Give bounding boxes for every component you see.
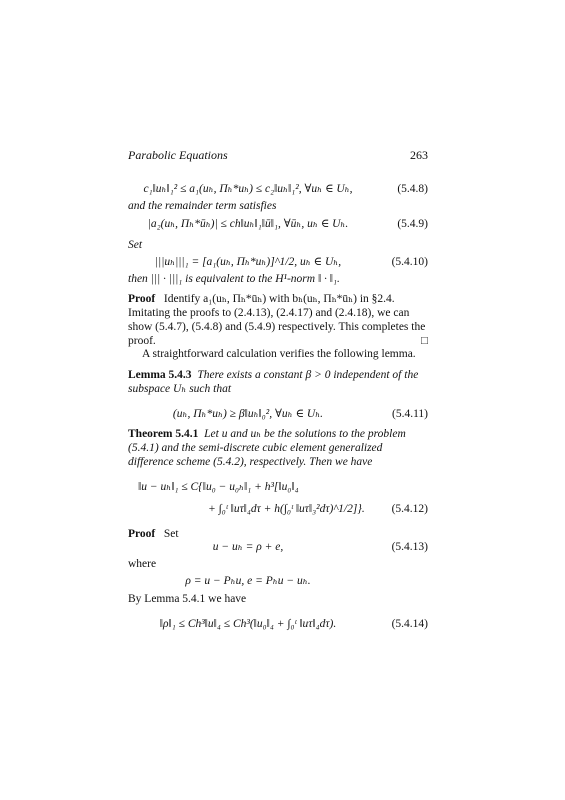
text-straightforward: A straightforward calculation verifies the following lemma. — [142, 348, 416, 360]
equation-rho — [128, 574, 428, 588]
equation-5-4-13 — [128, 540, 428, 554]
equation-number: (5.4.14) — [391, 618, 428, 630]
text-remainder: and the remainder term satisfies — [128, 200, 277, 212]
equation-body: |||uₕ|||₁ = [a₁(uₕ, Πₕ*uₕ)]^1/2, uₕ ∈ Uₕ, — [154, 256, 342, 268]
proof-text: Set — [163, 528, 179, 540]
equation-5-4-14 — [128, 617, 428, 631]
equation-number: (5.4.12) — [391, 503, 428, 515]
lemma-text: There exists a constant β > 0 independent of the subspace Uₕ such that — [128, 369, 419, 395]
equation-body: ρ = u − Pₕu, e = Pₕu − uₕ. — [185, 575, 311, 587]
text-then: then ||| · |||₁ is equivalent to the H¹-norm ‖ · ‖₁. — [128, 273, 340, 285]
theorem-text: Let u and uₕ be the solutions to the problem (5.4.1) and the semi-discrete cubic element generalized difference scheme (5.4.2), respectively. Then we have — [128, 428, 406, 468]
lemma-5-4-3 — [128, 368, 428, 396]
theorem-label: Theorem 5.4.1 — [128, 428, 199, 440]
text-by-lemma: By Lemma 5.4.1 we have — [128, 593, 247, 605]
proof-label: Proof — [128, 293, 156, 305]
text-set: Set — [128, 239, 143, 251]
text-where: where — [128, 558, 157, 570]
proof-label: Proof — [128, 528, 156, 540]
equation-5-4-9 — [128, 217, 428, 231]
equation-number: (5.4.11) — [392, 408, 428, 420]
equation-5-4-8 — [128, 182, 428, 196]
equation-body: (uₕ, Πₕ*uₕ) ≥ β‖uₕ‖₀², ∀uₕ ∈ Uₕ. — [172, 408, 324, 420]
theorem-5-4-1 — [128, 427, 428, 469]
page-number: 263 — [410, 148, 428, 162]
lemma-label: Lemma 5.4.3 — [128, 369, 192, 381]
equation-body: c₁‖uₕ‖₁² ≤ a₁(uₕ, Πₕ*uₕ) ≤ c₂‖uₕ‖₁², ∀uₕ ∈ Uₕ, — [143, 183, 353, 195]
equation-body: ‖ρ‖₁ ≤ Ch³‖u‖₄ ≤ Ch³(‖u₀‖₄ + ∫₀ᵗ ‖uτ‖₄dτ). — [159, 618, 337, 630]
equation-number: (5.4.9) — [397, 218, 428, 230]
proof-paragraph-2 — [128, 527, 428, 541]
qed-icon: □ — [421, 335, 428, 347]
equation-body: |a₂(uₕ, Πₕ*ūₕ)| ≤ ch‖uₕ‖₁‖ū‖₁, ∀ūₕ, uₕ ∈ Uₕ. — [147, 218, 349, 230]
equation-number: (5.4.13) — [391, 541, 428, 553]
proof-text: Identify a₁(uₕ, Πₕ*ūₕ) with bₕ(uₕ, Πₕ*ūₕ) in §2.4. Imitating the proofs to (2.4.13), (2.4.17) and (2.4.18), we can show (5.4.7), (5.4.8) and (5.4.9) respectively. This completes the proof. — [128, 293, 426, 347]
equation-5-4-12-line2 — [128, 502, 428, 516]
running-header — [128, 148, 428, 163]
equation-body: + ∫₀ᵗ ‖uτ‖₄dτ + h(∫₀ᵗ ‖uτ‖₃²dτ)^1/2]}. — [208, 503, 365, 515]
proof-paragraph-1 — [128, 292, 428, 348]
equation-5-4-10 — [128, 255, 428, 269]
equation-number: (5.4.10) — [391, 256, 428, 268]
running-title: Parabolic Equations — [128, 148, 228, 162]
equation-5-4-11 — [128, 407, 428, 421]
equation-body: u − uₕ = ρ + e, — [212, 541, 284, 553]
equation-number: (5.4.8) — [397, 183, 428, 195]
equation-5-4-12-line1: ‖u − uₕ‖₁ ≤ C{‖u₀ − u₀ₕ‖₁ + h³[‖u₀‖₄ — [138, 481, 299, 493]
